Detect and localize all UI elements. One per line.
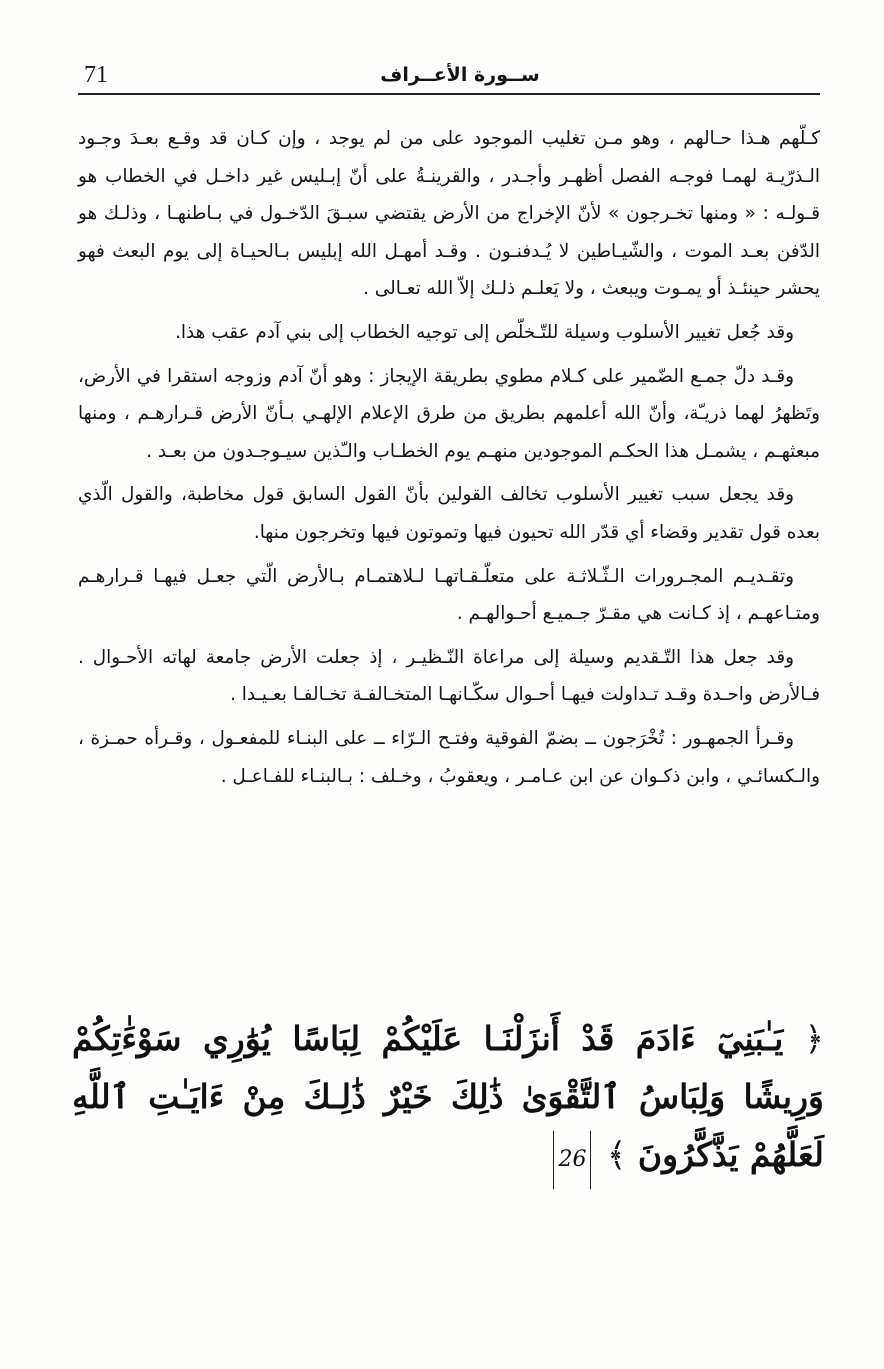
quran-verse — [72, 1010, 824, 1189]
paragraph-5: وتقـديـم المجـرورات الـثّـلاثـة على متعلّـقـاتهـا لـلاهتمـام بـالأرض الّتي جعـل فيهـا قـرارهـم ومتـاعهـم ، إذ كـانت هي مقـرّ جـميـع أحـوالهـم . — [78, 565, 820, 625]
paragraph-2: وقد جُعل تغيير الأسلوب وسيلة للتّـخلّص إلى توجيه الخطاب إلى بني آدم عقب هذا. — [175, 321, 794, 343]
page-number: 71 — [84, 62, 108, 88]
paragraph-1: كـلّهم هـذا حـالهم ، وهو مـن تغليب الموجود على من لم يوجد ، وإن كـان قد وقـع بعـدَ وجـود الـذرّيـة لهمـا فوجـه الفصل أظهـر وأجـدر ، والقرينـةُ على أنّ إبـليس غير داخـل في الخطاب هو قـولـه : « ومنها تخـرجون » لأنّ الإخراج من الأرض يقتضي سبـقَ الدّخـول في بـاطنهـا ، وذلـك هو الدّفن بعـد الموت ، والشّيـاطين لا يُـدفنـون . وقـد أمهـل الله إبليس بـالحيـاة إلى يوم البعث فهو يحشر حينئـذ أو يمـوت ويبعث ، ولا يَعلـم ذلـك إلاّ الله تعـالى . — [78, 128, 820, 300]
verse-close-bracket: ﴾ — [606, 1135, 627, 1174]
paragraph-4: وقد يجعل سبب تغيير الأسلوب تخالف القولين بأنّ القول السابق قول مخاطبة، والقول الّذي بعده قول تقدير وقضاء أي قدّر الله تحيون فيها وتموتون فيها وتخرجون منها. — [78, 484, 820, 543]
paragraph-7: وقـرأ الجمهـور : تُخْرَجون ــ بضمّ الفوقية وفتـح الـرّاء ــ على البنـاء للمفعـول ، وقـرأه حمـزة ، والـكسائـي ، وابن ذكـوان عن ابن عـامـر ، ويعقوبُ ، وخـلف : بـالبنـاء للفـاعـل . — [78, 727, 820, 787]
verse-open-bracket: ﴿ — [804, 1019, 824, 1058]
paragraph-3: وقـد دلّ جمـع الضّمير على كـلام مطوي بطريقة الإيجاز : وهو أنّ آدم وزوجه استقرا في الأرض، وتَظهرُ لهما ذريـّة، وأنّ الله أعلمهم بطريق من طرق الإعلام الإلهـي بـأنّ الأرض قـرارهـم ، ومنها مبعثهـم ، يشمـل هذا الحكـم الموجودين منهـم يوم الخطـاب والـّذين سيـوجـدون من بعـد . — [78, 365, 820, 462]
verse-text: يَـٰبَنِيٓ ءَادَمَ قَدْ أَنزَلْنَـا عَلَيْكُمْ لِبَاسًا يُوَٰرِي سَوْءَٰتِكُمْ وَرِيشًا وَلِبَاسُ ٱلتَّقْوَىٰ ذَٰلِكَ خَيْرٌ ذَٰلِـكَ مِنْ ءَايَـٰتِ ٱللَّهِ لَعَلَّهُمْ يَذَّكَّرُونَ — [72, 1019, 824, 1174]
verse-number: 26 — [553, 1131, 591, 1189]
paragraph-6: وقد جعل هذا التّـقديم وسيلة إلى مراعاة النّـظيـر ، إذ جعلت الأرض جامعة لهاته الأحـوال . فـالأرض واحـدة وقـد تـداولت فيهـا أحـوال سكّـانهـا المتخـالفـة تخـالفـا بعـيـدا . — [78, 646, 820, 706]
header-divider — [78, 93, 820, 95]
commentary-body — [78, 120, 820, 795]
running-title: ســورة الأعــراف — [380, 64, 540, 86]
